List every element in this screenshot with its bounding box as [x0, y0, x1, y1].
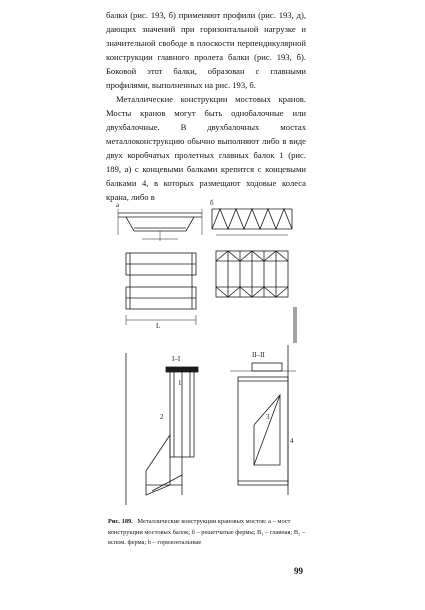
section-two	[230, 345, 296, 495]
truss-elevation	[212, 209, 292, 235]
caption-text: Металлические конструкции крановых мостов: а – мост конструкции мостовых балок; б – решетчатые фермы; B₁ – главная; B₂ – вспом. ферма; b – горизонтальные	[108, 518, 306, 546]
paragraph: балки (рис. 193, б) применяют профили (рис. 193, д), дающих значений при горизонтальной нагрузке и значительной свободе в плоскости перпендикулярной конструкции главного пролета балки (рис. 193, б). Боковой этот балки, образован с главными профилями, выполненных на рис. 193, б.	[106, 10, 306, 90]
girder-elevation	[118, 209, 202, 241]
mark-4: 4	[290, 437, 294, 445]
section-label-2: II–II	[252, 351, 265, 359]
crane-bridge-drawing	[112, 195, 308, 510]
mark-2: 2	[160, 413, 164, 421]
section-one	[126, 353, 198, 505]
mark-3: 3	[266, 413, 270, 421]
label-a: а	[116, 201, 120, 209]
label-b: б	[210, 199, 214, 207]
caption-number: Рис. 189.	[108, 518, 133, 525]
section-label-1: I–I	[172, 355, 181, 363]
technical-figure	[112, 195, 308, 510]
girder-plan	[126, 253, 196, 325]
page-number: 99	[294, 566, 303, 576]
truss-plan	[216, 251, 296, 343]
mark-1: 1	[178, 379, 182, 387]
paragraph: Металлические конструкции мостовых кранов. Мосты кранов могут быть однобалочные или двухбалочные. В двухбалочных мостах металлоконструкцию обычно выполняют либо в виде двух коробчатых пролетных главных балок 1 (рис. 189, а) с концевыми балками крепится с концевыми балками 4, в которых размещают ходовые колеса крана, либо в	[106, 94, 306, 202]
figure-caption	[108, 517, 308, 549]
body-text	[106, 8, 306, 204]
label-span: L	[156, 322, 161, 330]
